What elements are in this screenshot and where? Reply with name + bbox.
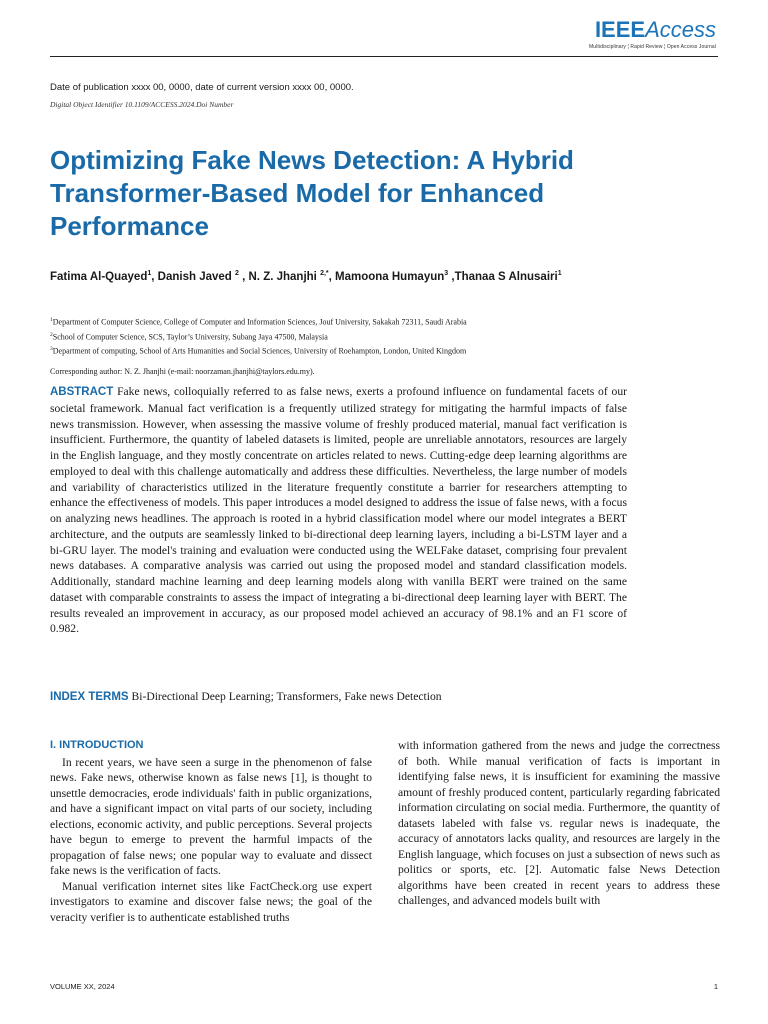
body-column-right bbox=[398, 738, 720, 909]
author-name: Danish Javed bbox=[157, 270, 235, 283]
author-name: Thanaa S Alnusairi bbox=[454, 270, 558, 283]
body-column-left bbox=[50, 738, 372, 926]
author-separator: , bbox=[151, 270, 158, 283]
author-name: N. Z. Jhanjhi bbox=[248, 270, 321, 283]
author-affil-sup: 3 bbox=[444, 270, 449, 277]
index-terms-label: INDEX TERMS bbox=[50, 691, 129, 703]
footer-page-number: 1 bbox=[713, 982, 718, 991]
logo-ieee: IEEE bbox=[594, 17, 646, 42]
affiliation-item: $^3$Department of computing, School of Arts Humanities and Social Sciences, University of Roehampton, London, United Kingdom bbox=[50, 346, 467, 356]
logo-access: Access bbox=[645, 17, 716, 42]
body-paragraph: with information gathered from the news and judge the correctness of both. While manual verification of facts is important in identifying false news, it is insufficient for examining the massive amount of freshly produced content, particularly regarding fabricated information circulating on social media. Furthermore, the quantity of datasets labeled with false vs. regular news is inadequate, the accuracy of annotators lacks quality, and resources are largely in the English language, which focuses on just a subsection of news such as politics or sports, etc. [2]. Automatic false News Detection algorithms have been created in recent years to address these challenges, and advanced models built with bbox=[398, 739, 720, 908]
index-terms bbox=[50, 690, 670, 703]
author-separator: , bbox=[328, 270, 336, 283]
abstract-label: ABSTRACT bbox=[50, 386, 114, 398]
publication-date: Date of publication xxxx 00, 0000, date of current version xxxx 00, 0000. bbox=[50, 82, 354, 93]
paper-title: Optimizing Fake News Detection: A Hybrid Transformer-Based Model for Enhanced Performance bbox=[50, 145, 574, 241]
author-affil-sup: 2 bbox=[235, 270, 239, 277]
body-paragraph: In recent years, we have seen a surge in the phenomenon of false news. Fake news, otherwise known as false news [1], is thought to unsettle democracies, erode individuals' faith in public organizations, and have a significant impact on vital parts of our society, including elections, economic activity, and public perceptions. Several projects have begun to emerge to prevent the harmful impacts of the propagation of false news; one popular way to evaluate and dissect fake news is the verification of facts. bbox=[50, 755, 372, 878]
affiliations bbox=[50, 314, 690, 358]
logo-tagline: Multidisciplinary ¦ Rapid Review ¦ Open Access Journal bbox=[589, 44, 716, 50]
author-list bbox=[50, 266, 650, 285]
footer-volume: VOLUME XX, 2024 bbox=[50, 982, 115, 991]
author-name: Fatima Al-Quayed bbox=[50, 270, 148, 283]
abstract bbox=[50, 384, 627, 637]
author-name: Mamoona Humayun bbox=[335, 270, 445, 283]
author-separator: , bbox=[238, 270, 249, 283]
affiliation-item: $^2$School of Computer Science, SCS, Taylor’s University, Subang Jaya 47500, Malaysia bbox=[50, 331, 328, 342]
section-heading-introduction: I. INTRODUCTION bbox=[50, 739, 144, 751]
corresponding-author: Corresponding author: N. Z. Jhanjhi (e-mail: noorzaman.jhanjhi@taylors.edu.my). bbox=[50, 367, 315, 376]
body-paragraph: Manual verification internet sites like FactCheck.org use expert investigators to examine and discover false news; the goal of the veracity verifier is to authenticate established truths bbox=[50, 879, 372, 925]
header-divider bbox=[50, 56, 718, 57]
author-affil-sup: 1 bbox=[147, 270, 152, 277]
author-affil-sup: 1 bbox=[557, 270, 562, 277]
author-separator: , bbox=[448, 270, 455, 283]
journal-logo bbox=[589, 18, 716, 50]
affiliation-item: $^1$Department of Computer Science, College of Computer and Information Sciences, Jouf University, Sakakah 72311, Saudi Arabia bbox=[50, 317, 467, 327]
index-terms-text: Bi-Directional Deep Learning; Transformers, Fake news Detection bbox=[131, 690, 442, 703]
author-affil-sup: 2,* bbox=[320, 270, 329, 277]
doi-line: Digital Object Identifier 10.1109/ACCESS.2024.Doi Number bbox=[50, 100, 234, 109]
abstract-text: Fake news, colloquially referred to as false news, exerts a profound influence on fundamental facets of our societal framework. Manual fact verification is a frequently utilized strategy for mitigating the harmful impacts of false news transmission. However, when assessing the massive volume of freshly produced material, manual fact verification is insufficient. Furthermore, the quantity of labeled datasets is limited, people are unreliable annotators, resources are largely in the English language, and they mostly concentrate on articles related to news. Cutting-edge deep learning algorithms are employed to deal with this challenge automatically and address these difficulties. Nevertheless, the large number of models and variability of characteristics utilized in the literature frequently constitute a barrier for researchers attempting to enhance the effectiveness of models. This paper introduces a model designed to address the issue of false news, with a focus on analyzing news headlines. The approach is rooted in a hybrid classification model where our model integrates a BERT architecture, and the outputs are seamlessly linked to bi-directional deep learning layers, including a bi-LSTM layer and a bi-GRU layer. The model's training and evaluation were conducted using the WELFake dataset, comprising four prevalent news databases. A comparative analysis was carried out using the proposed model and standard classification models. Additionally, standard machine learning and deep learning models along with vanilla BERT were trained on the same dataset with comparable constraints to assess the impact of integrating a bi-directional deep learning layer with BERT. The results revealed an improvement in accuracy, as our proposed model achieved an accuracy of 98.1% and an F1 score of 0.982. bbox=[50, 385, 627, 636]
